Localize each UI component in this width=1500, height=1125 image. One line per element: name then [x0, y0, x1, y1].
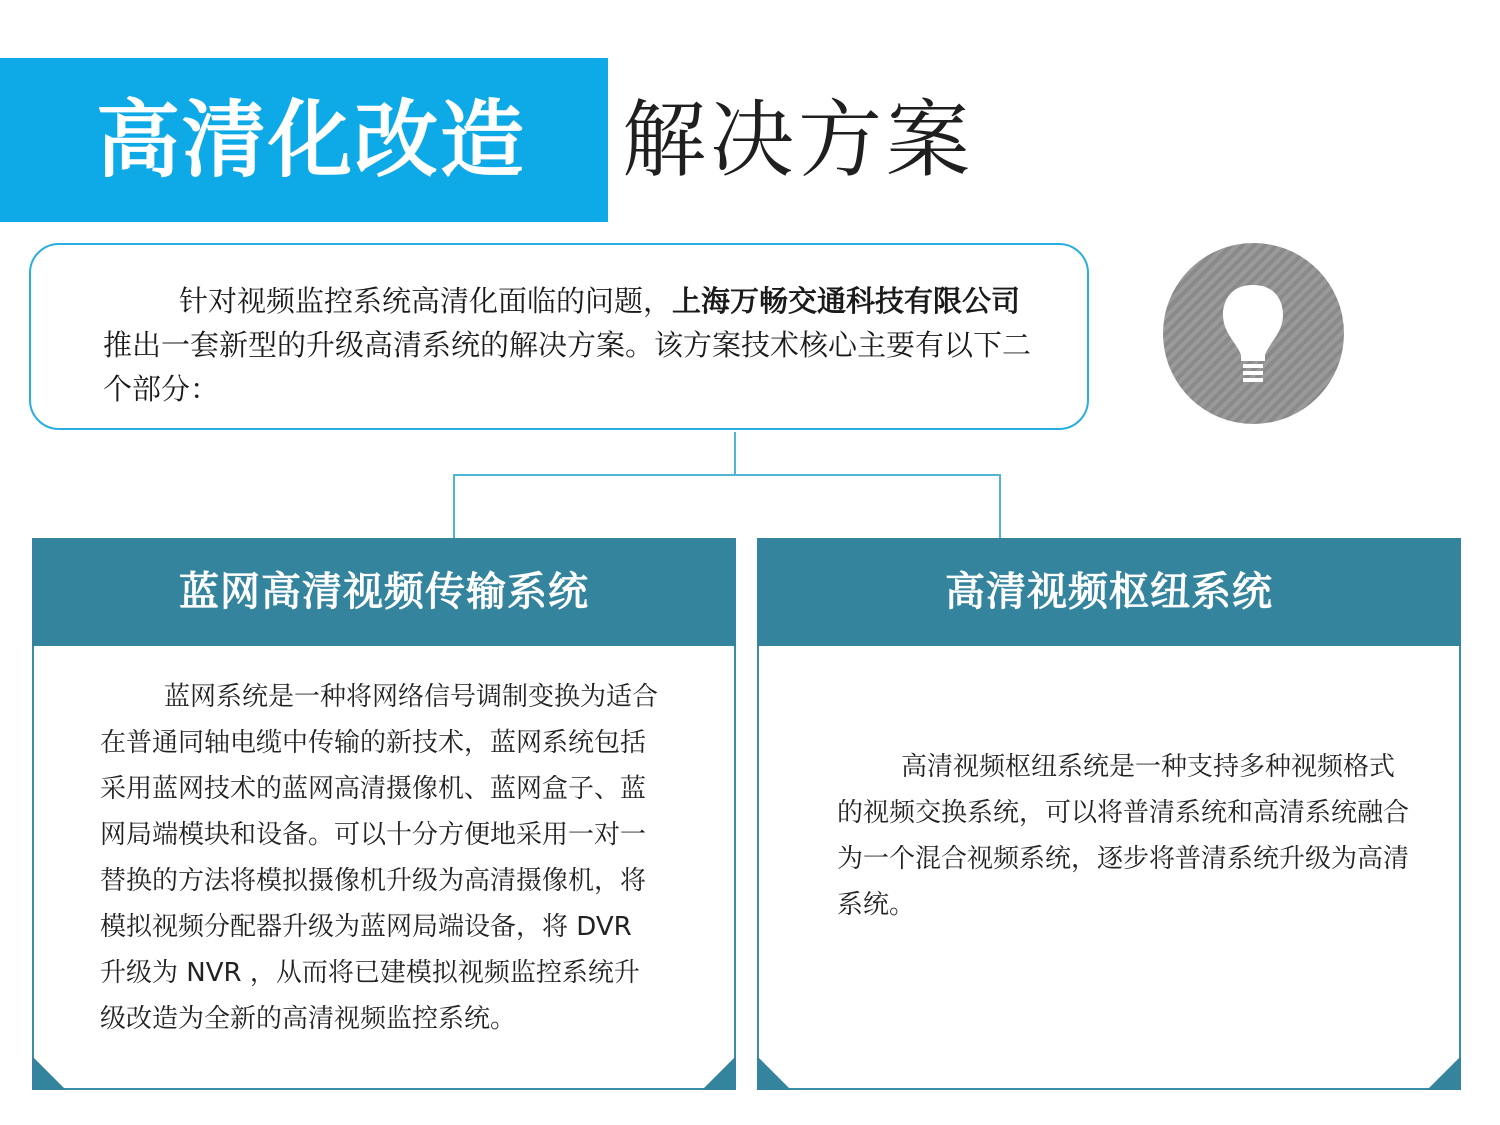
panel-body: 高清视频枢纽系统是一种支持多种视频格式的视频交换系统，可以将普清系统和高清系统融合为一个混合视频系统，逐步将普清系统升级为高清系统。 — [837, 752, 1410, 920]
corner-decoration — [32, 1056, 66, 1090]
intro-paragraph — [103, 279, 1043, 411]
corner-decoration — [757, 1056, 791, 1090]
intro-company-name: 上海万畅交通科技有限公司 — [672, 284, 1021, 318]
title-highlight-text: 高清化改造 — [96, 91, 527, 189]
intro-text-part2: 推出一套新型的升级高清系统的解决方案。该方案技术核心主要有以下二个部分： — [103, 328, 1032, 406]
panel-title: 高清视频枢纽系统 — [757, 538, 1461, 646]
panel-title: 蓝网高清视频传输系统 — [32, 538, 736, 646]
title-banner — [0, 58, 608, 222]
intro-text-part1: 针对视频监控系统高清化面临的问题， — [179, 284, 673, 318]
corner-decoration — [702, 1056, 736, 1090]
corner-decoration — [1427, 1056, 1461, 1090]
connector-line — [453, 474, 1001, 476]
connector-line — [453, 474, 455, 538]
connector-line — [999, 474, 1001, 538]
lightbulb-icon — [1163, 243, 1344, 424]
panel-blue-net — [32, 538, 736, 1090]
intro-box — [29, 243, 1089, 430]
title-rest-text: 解决方案 — [622, 91, 975, 189]
panel-body: 蓝网系统是一种将网络信号调制变换为适合在普通同轴电缆中传输的新技术，蓝网系统包括采用蓝网技术的蓝网高清摄像机、蓝网盒子、蓝网局端模块和设备。可以十分方便地采用一对一替换的方法将模拟摄像机升级为高清摄像机，将模拟视频分配器升级为蓝网局端设备，将 DVR 升级为 NVR ，从而将已建模拟视频监控系统升级改造为全新的高清视频监控系统。 — [100, 682, 659, 1034]
panel-video-hub — [757, 538, 1461, 1090]
connector-line — [734, 432, 736, 474]
